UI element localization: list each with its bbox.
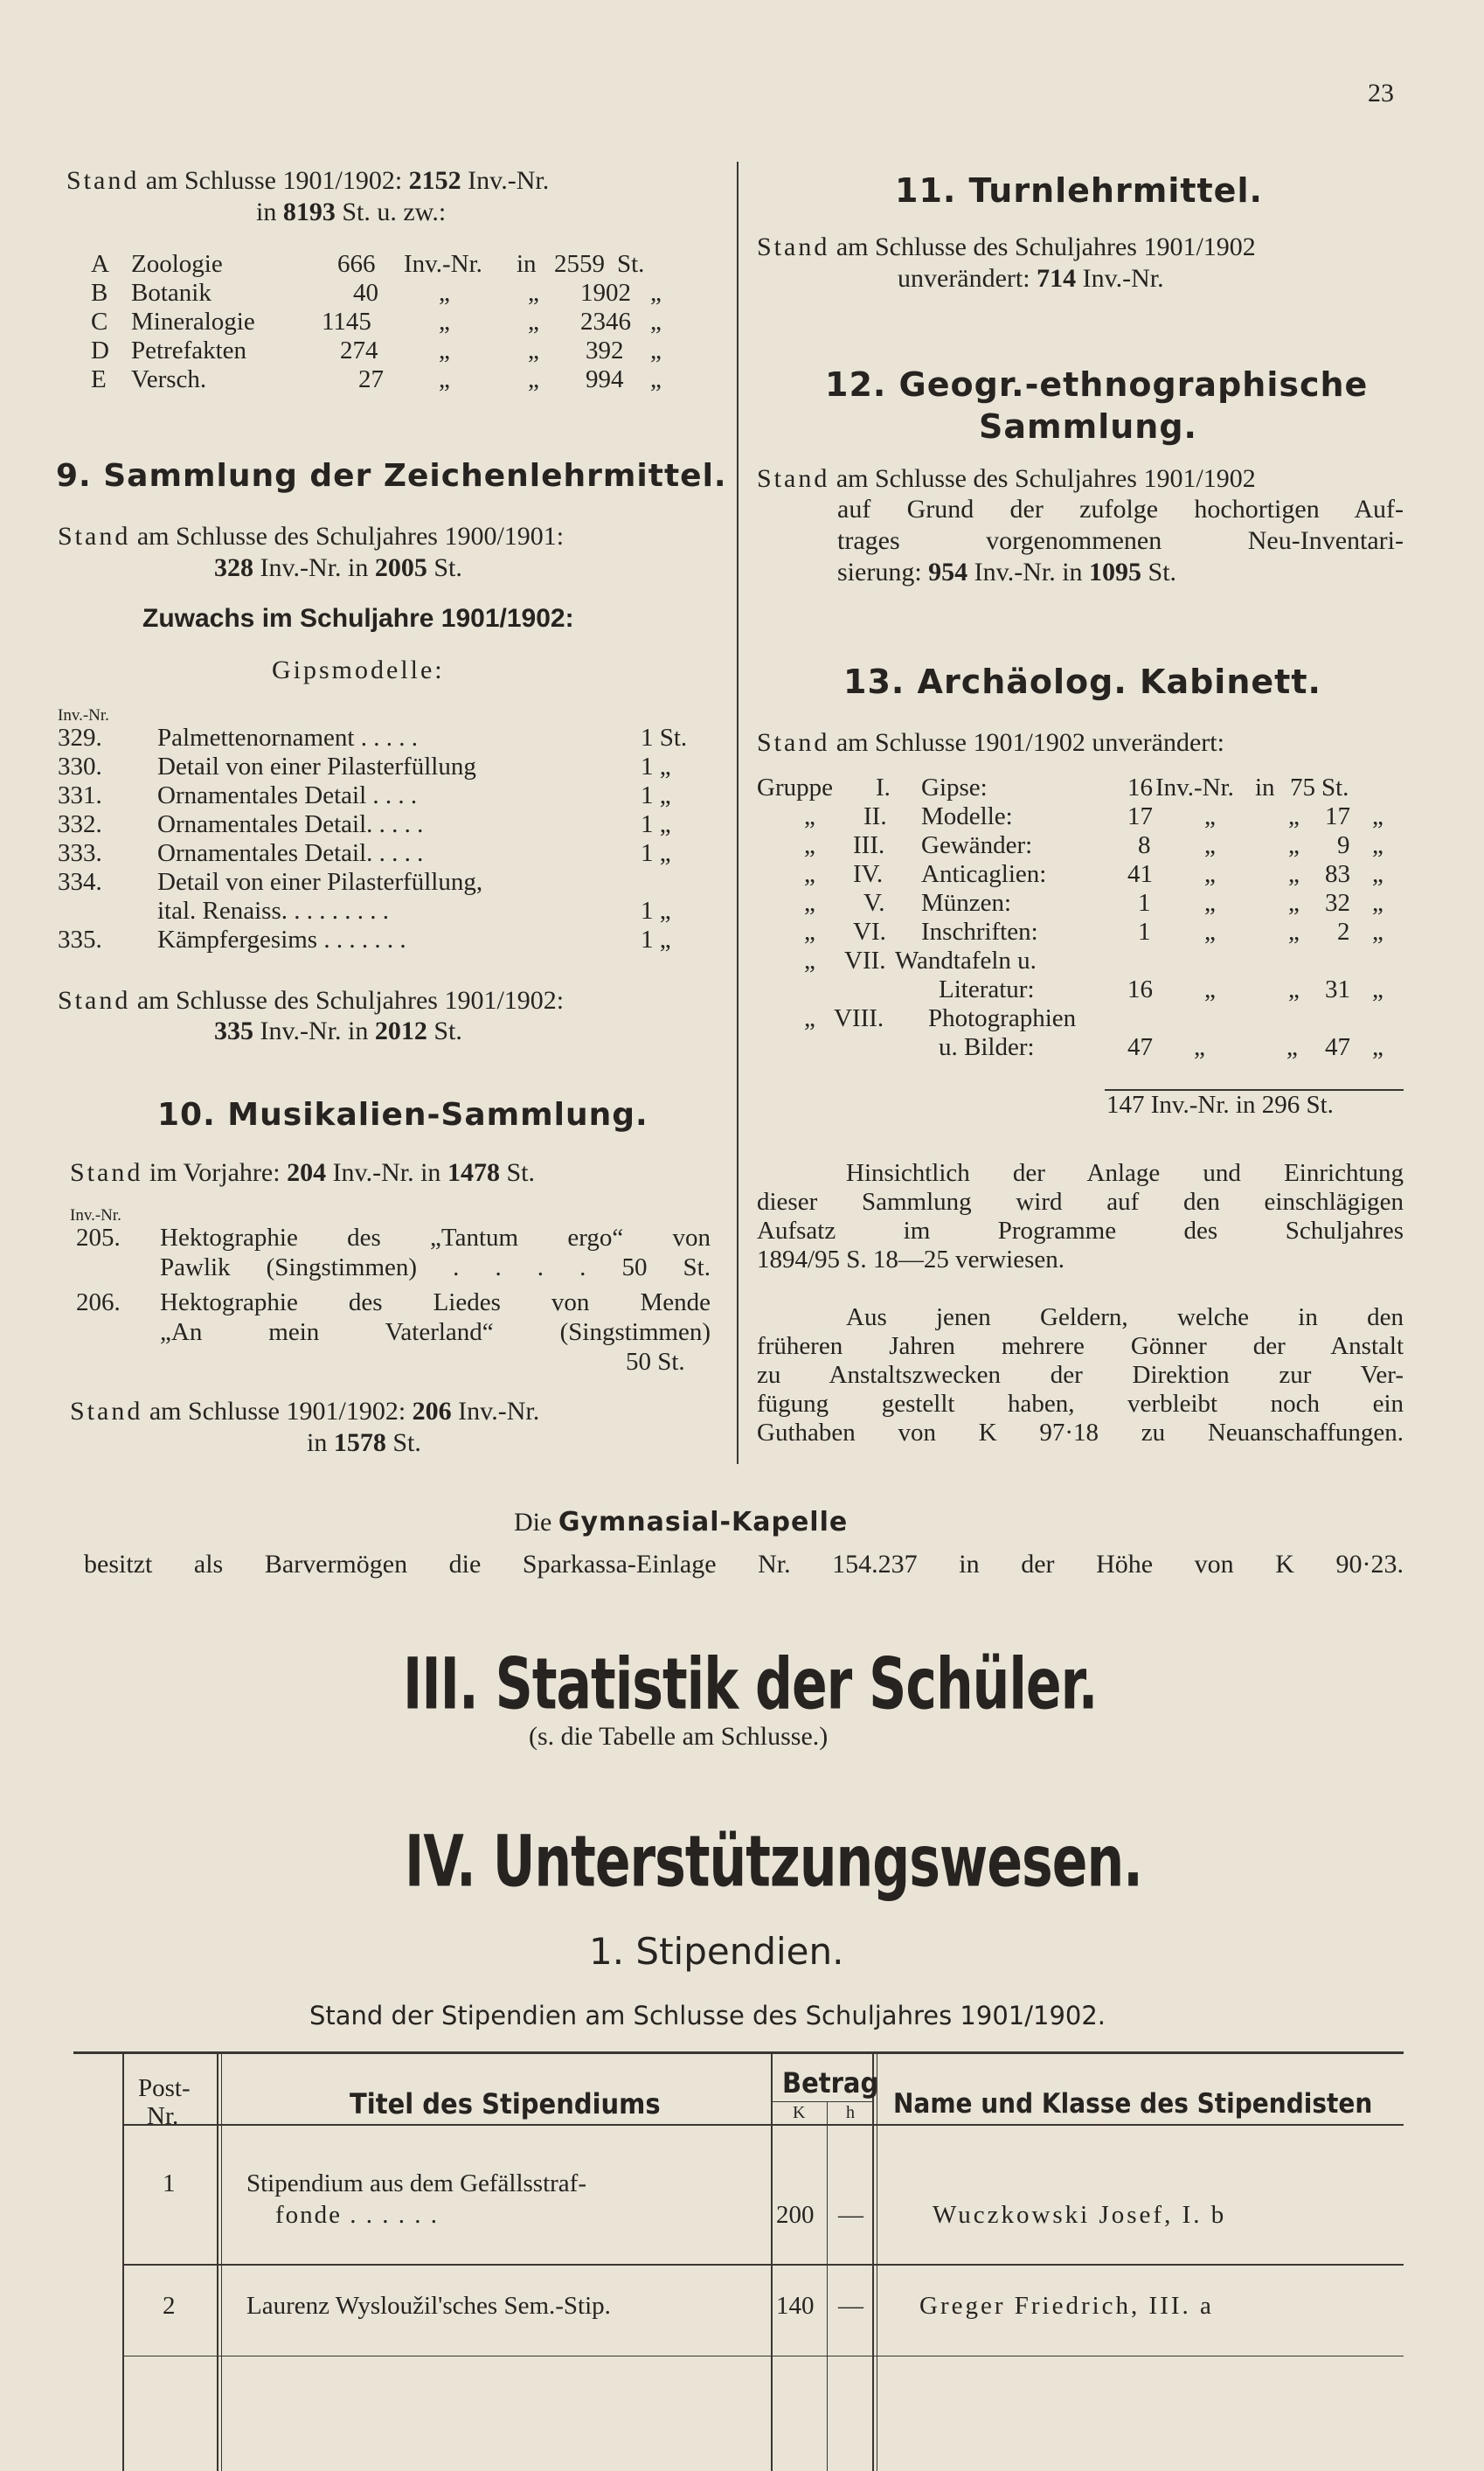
column-divider [737,162,739,1464]
sec9-end-count: 335 Inv.-Nr. in 2012 St. [214,1017,462,1045]
section-11-heading: 11. Turnlehrmittel. [895,171,1263,210]
section-4-title: IV. Unterstützungswesen. [405,1821,1142,1904]
sec12-line-1: Stand am Schlusse des Schuljahres 1901/1902 [757,464,1256,493]
section-12-heading-1: 12. Geogr.-ethnographische [825,365,1369,404]
row-1-titel-1: Stipendium aus dem Gefällsstraf- [246,2169,586,2197]
item-206-nr: 206. [76,1288,121,1316]
section-3-title: III. Statistik der Schüler. [403,1643,1098,1726]
row-1-name: Wuczkowski Josef, I. b [933,2201,1227,2229]
row-2-titel-1: Laurenz Wysloužil'sches Sem.-Stip. [246,2292,611,2320]
item-205-line-1: Hektographie des „Tantum ergo“ von [160,1224,711,1252]
kapelle-line-1: Die Gymnasial-Kapelle [514,1507,849,1537]
col-rule [872,2052,874,2471]
row-rule [122,2264,1404,2266]
header-name: Name und Klasse des Stipendisten [893,2087,1373,2120]
zuwachs-heading: Zuwachs im Schuljahre 1901/1902: [142,604,574,633]
col-rule [122,2052,124,2471]
col-rule [217,2052,218,2471]
header-h: h [846,2103,855,2122]
sec13-total: 147 Inv.-Nr. in 296 St. [1106,1091,1334,1119]
sec11-line-2: unverändert: 714 Inv.-Nr. [898,264,1164,293]
row-1-k: 200 [776,2201,815,2229]
row-1-nr: 1 [163,2169,176,2197]
section-3-subtitle: (s. die Tabelle am Schlusse.) [529,1722,829,1751]
header-betrag: Betrag [782,2066,879,2100]
col-rule [771,2052,773,2471]
header-post: Post- [138,2074,191,2102]
page-number: 23 [1368,79,1394,108]
sec11-line-1: Stand am Schlusse des Schuljahres 1901/1902 [757,233,1256,261]
sec10-end-line: Stand am Schlusse 1901/1902: 206 Inv.-Nr. [70,1397,540,1426]
sec10-prev-line: Stand im Vorjahre: 204 Inv.-Nr. in 1478 St. [70,1158,535,1187]
sec12-line-3: trages vorgenommenen Neu-Inventari- [837,526,1404,555]
header-k: K [793,2103,806,2122]
stand-line-1: Stand am Schlusse 1901/1902: 2152 Inv.-Nr. [66,166,550,195]
col-rule [221,2052,222,2471]
section-9-heading: 9. Sammlung der Zeichenlehrmittel. [56,458,727,494]
kapelle-line-2: besitzt als Barvermögen die Sparkassa-Einlage Nr. 154.237 in der Höhe von K 90·23. [84,1550,1404,1579]
header-rule [122,2124,1404,2126]
stand-line-2: in 8193 St. u. zw.: [256,198,447,226]
row-1-titel-2: fonde . . . . . . [275,2201,440,2229]
row-2-k: 140 [776,2292,815,2320]
section-10-heading: 10. Musikalien-Sammlung. [157,1097,648,1133]
sec9-count-line: 328 Inv.-Nr. in 2005 St. [214,553,462,582]
sec12-line-4: sierung: 954 Inv.-Nr. in 1095 St. [837,558,1177,587]
sec9-stand-line: Stand am Schlusse des Schuljahres 1900/1901: [58,522,565,551]
item-205-line-2: Pawlik (Singstimmen) . . . . 50 St. [160,1253,711,1281]
document-page: 23 Stand am Schlusse 1901/1902: 2152 Inv.-Nr. in 8193 St. u. zw.: A Zoologie 666 Inv.-Nr. in 2559 St. B Botanik 40 „ „ 1902 „ C Mineralogie 1145 „ „ 2346 „ D Petrefakten 274 „ „ 392 „ E Versch. 27 „ „ 994 „ 9. Sammlung der Zeichenlehrmittel. Stand am Schlusse des Schuljahres 1900/1901: 328 Inv.-Nr. in 2005 St. Zuwachs im Schuljahre 1901/1902: Gipsmodelle: Inv.-Nr. 329. Palmettenornament . . . . . 1 St. 330. Detail von einer Pilasterfüllung 1 „ 331. Ornamentales Detail . . . . 1 „ 332. Ornamentales Detail. . . . . 1 „ 333. Ornamentales Detail. . . . . 1 „ 334. Detail von einer Pilasterfüllung, ital. Renaiss. . . . . . . . . 1 „ 335. Kämpfergesims . . . . . . . 1 „ Stand am Schlusse des Schuljahres 1901/1902: 335 Inv.-Nr. in 2012 St. 10. Musikalien-Sammlung. Stand im Vorjahre: 204 Inv.-Nr. in 1478 St. Inv.-Nr. 205. Hektographie des „Tantum ergo“ von Pawlik (Singstimmen) . . . . 50 St. 206. Hektographie des Liedes von Mende „An mein Vaterland“ (Singstimmen) 50 St. Stand am Schlusse 1901/1902: 206 Inv.-Nr. in 1578 St. 11. Turnlehrmittel. Stand am Schlusse des Schuljahres 1901/1902 unverändert: 714 Inv.-Nr. 12. Geogr.-ethnographische Sammlung. Stand am Schlusse des Schuljahres 1901/1902 auf Grund der zufolge hochortigen Auf- trages vorgenommenen Neu-Inventari- sierung: 954 Inv.-Nr. in 1095 St. 13. Archäolog. Kabinett. Stand am Schlusse 1901/1902 unverändert: Gruppe I. Gipse: 16 Inv.-Nr. in 75 St. „ II. Modelle: 17 „ „ 17 „ „ III. Gewänder: 8 „ „ 9 „ „ IV. Anticaglien: 41 „ „ 83 „ „ V. Münzen: 1 „ „ 32 „ „ VI. Inschriften: 1 „ „ 2 „ „ VII. Wandtafeln u. Literatur: 16 „ „ 31 „ „ VIII. Photographien u. Bilder: 47 „ „ 47 „ 147 Inv.-Nr. in 296 St. Hinsichtlich der Anlage und Einrichtung dieser Sammlung wird auf den einschlägigen Aufsatz im Programme des Schuljahres 1894/95 S. 18—25 verwiesen. Aus jenen Geldern, welche in den früheren Jahren mehrere Gönner der Anstalt zu Anstaltszwecken der Direktion zur Ver- fügung gestellt haben, verbleibt noch ein Guthaben von K 97·18 zu Neuanschaffungen. Die Gymnasial-Kapelle besitzt als Barvermögen die Sparkassa-Einlage Nr. 154.237 in der Höhe von K 90·23. III. Statistik der Schüler. (s. die Tabelle am Schlusse.) IV. Unterstützungswesen. 1. Stipendien. Stand der Stipendien am Schlusse des Schuljahres 1901/1902. Post- Nr. Titel des Stipendiums Betrag K h Name und Klasse des Stipendisten 1 Stipendium aus dem Gefällsstraf- fonde . . . . . . 200 — Wuczkowski Josef, I. b 2 Laurenz Wysloužil'sches Sem.-Stip. 140 — Greger Friedrich, III. a [0,0,1484,2471]
header-titel: Titel des Stipendiums [350,2087,661,2120]
sec13-paragraph-1: Hinsichtlich der Anlage und Einrichtung dieser Sammlung wird auf den einschlägigen Aufsatz im Programme des Schuljahres 1894/95 S. 18—25 verwiesen. [757,1159,1404,1274]
row-2-h: — [838,2292,863,2320]
item-206-line-1: Hektographie des Liedes von Mende [160,1288,711,1316]
row-2-nr: 2 [163,2292,176,2320]
table-top-rule [73,2051,1404,2054]
stipendien-heading: 1. Stipendien. [589,1930,844,1973]
header-post-nr: Nr. [147,2102,179,2130]
sec13-paragraph-2: Aus jenen Geldern, welche in den früheren Jahren mehrere Gönner der Anstalt zu Anstaltszwecken der Direktion zur Ver- fügung gestellt haben, verbleibt noch ein Guthaben von K 97·18 zu Neuanschaffungen. [757,1303,1404,1447]
sec10-end-line-2: in 1578 St. [307,1428,421,1457]
col-rule [827,2101,828,2471]
betrag-sub-rule [773,2101,872,2102]
item-205-nr: 205. [76,1224,121,1252]
item-206-line-3: 50 St. [626,1348,685,1376]
row-2-name: Greger Friedrich, III. a [919,2292,1214,2320]
inv-nr-label: Inv.-Nr. [70,1206,121,1225]
sec13-line-1: Stand am Schlusse 1901/1902 unverändert: [757,728,1224,757]
row-1-h: — [838,2201,863,2229]
sec9-end-line: Stand am Schlusse des Schuljahres 1901/1902: [58,986,565,1015]
sec12-line-2: auf Grund der zufolge hochortigen Auf- [837,495,1404,524]
table-caption: Stand der Stipendien am Schlusse des Schuljahres 1901/1902. [309,2001,1106,2030]
section-12-heading-2: Sammlung. [979,407,1197,446]
section-13-heading: 13. Archäolog. Kabinett. [843,663,1321,701]
item-206-line-2: „An mein Vaterland“ (Singstimmen) [160,1318,711,1346]
gipsmodelle-label: Gipsmodelle: [272,656,445,684]
kapelle-name: Gymnasial-Kapelle [558,1507,849,1537]
inv-nr-label: Inv.-Nr. [58,706,109,725]
